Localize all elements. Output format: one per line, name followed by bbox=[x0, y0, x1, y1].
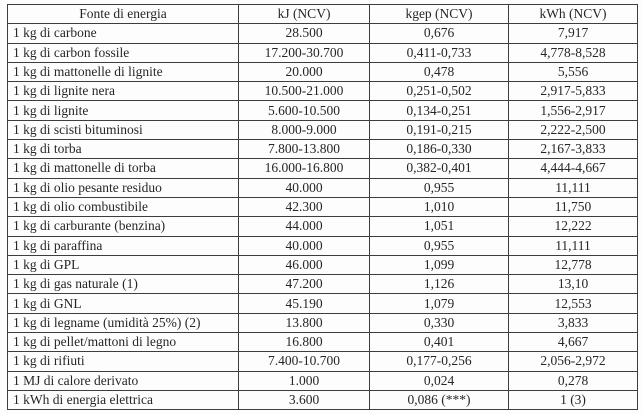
kwh-value-cell: 11,111 bbox=[509, 178, 638, 197]
table-row bbox=[8, 62, 638, 81]
kj-value-cell: 17.200-30.700 bbox=[239, 43, 370, 62]
table-row bbox=[8, 101, 638, 120]
kwh-value-cell: 5,556 bbox=[509, 62, 638, 81]
kj-value-cell: 8.000-9.000 bbox=[239, 120, 370, 139]
kwh-value-cell: 11,111 bbox=[509, 236, 638, 255]
table-header-row bbox=[8, 5, 638, 24]
energy-source-cell: 1 kg di gas naturale (1) bbox=[8, 275, 239, 294]
energy-source-cell: 1 kg di rifiuti bbox=[8, 352, 239, 371]
kgep-value-cell: 0,955 bbox=[370, 236, 509, 255]
kj-value-cell: 45.190 bbox=[239, 294, 370, 313]
kgep-value-cell: 0,024 bbox=[370, 371, 509, 390]
table-row bbox=[8, 178, 638, 197]
kj-value-cell: 5.600-10.500 bbox=[239, 101, 370, 120]
kgep-value-cell: 1,099 bbox=[370, 255, 509, 274]
energy-source-cell: 1 kg di olio combustibile bbox=[8, 197, 239, 216]
kgep-value-cell: 0,411-0,733 bbox=[370, 43, 509, 62]
energy-source-cell: 1 kg di scisti bituminosi bbox=[8, 120, 239, 139]
kwh-value-cell: 4,778-8,528 bbox=[509, 43, 638, 62]
kj-value-cell: 16.800 bbox=[239, 333, 370, 352]
kj-value-cell: 10.500-21.000 bbox=[239, 82, 370, 101]
kwh-value-cell: 0,278 bbox=[509, 371, 638, 390]
table-row bbox=[8, 82, 638, 101]
table-row bbox=[8, 159, 638, 178]
kgep-value-cell: 0,478 bbox=[370, 62, 509, 81]
kwh-value-cell: 11,750 bbox=[509, 197, 638, 216]
energy-source-cell: 1 kg di pellet/mattoni di legno bbox=[8, 333, 239, 352]
kj-value-cell: 44.000 bbox=[239, 217, 370, 236]
kwh-value-cell: 13,10 bbox=[509, 275, 638, 294]
kj-value-cell: 7.400-10.700 bbox=[239, 352, 370, 371]
table-row bbox=[8, 390, 638, 409]
kwh-value-cell: 12,778 bbox=[509, 255, 638, 274]
kj-value-cell: 20.000 bbox=[239, 62, 370, 81]
kj-value-cell: 16.000-16.800 bbox=[239, 159, 370, 178]
kgep-value-cell: 1,010 bbox=[370, 197, 509, 216]
kj-value-cell: 47.200 bbox=[239, 275, 370, 294]
table-row bbox=[8, 313, 638, 332]
kgep-value-cell: 0,186-0,330 bbox=[370, 140, 509, 159]
table-row bbox=[8, 333, 638, 352]
table-row bbox=[8, 24, 638, 43]
header-kwh-ncv: kWh (NCV) bbox=[509, 5, 638, 24]
energy-conversion-table bbox=[7, 4, 638, 410]
energy-source-cell: 1 kg di lignite nera bbox=[8, 82, 239, 101]
table-row bbox=[8, 294, 638, 313]
kj-value-cell: 40.000 bbox=[239, 178, 370, 197]
kj-value-cell: 46.000 bbox=[239, 255, 370, 274]
kwh-value-cell: 2,917-5,833 bbox=[509, 82, 638, 101]
kgep-value-cell: 0,086 (***) bbox=[370, 390, 509, 409]
kj-value-cell: 42.300 bbox=[239, 197, 370, 216]
kwh-value-cell: 2,167-3,833 bbox=[509, 140, 638, 159]
table-row bbox=[8, 352, 638, 371]
kj-value-cell: 28.500 bbox=[239, 24, 370, 43]
table-row bbox=[8, 43, 638, 62]
table-row bbox=[8, 140, 638, 159]
header-kgep-ncv: kgep (NCV) bbox=[370, 5, 509, 24]
kj-value-cell: 7.800-13.800 bbox=[239, 140, 370, 159]
energy-source-cell: 1 kg di paraffina bbox=[8, 236, 239, 255]
kgep-value-cell: 0,134-0,251 bbox=[370, 101, 509, 120]
energy-source-cell: 1 kWh di energia elettrica bbox=[8, 390, 239, 409]
energy-source-cell: 1 kg di olio pesante residuo bbox=[8, 178, 239, 197]
kwh-value-cell: 12,553 bbox=[509, 294, 638, 313]
table-row bbox=[8, 197, 638, 216]
kwh-value-cell: 1 (3) bbox=[509, 390, 638, 409]
header-kj-ncv: kJ (NCV) bbox=[239, 5, 370, 24]
kwh-value-cell: 3,833 bbox=[509, 313, 638, 332]
kwh-value-cell: 4,667 bbox=[509, 333, 638, 352]
energy-source-cell: 1 MJ di calore derivato bbox=[8, 371, 239, 390]
energy-source-cell: 1 kg di carbon fossile bbox=[8, 43, 239, 62]
kj-value-cell: 1.000 bbox=[239, 371, 370, 390]
kgep-value-cell: 0,191-0,215 bbox=[370, 120, 509, 139]
kgep-value-cell: 1,079 bbox=[370, 294, 509, 313]
kj-value-cell: 40.000 bbox=[239, 236, 370, 255]
kwh-value-cell: 1,556-2,917 bbox=[509, 101, 638, 120]
table-row bbox=[8, 120, 638, 139]
table-row bbox=[8, 236, 638, 255]
energy-source-cell: 1 kg di GNL bbox=[8, 294, 239, 313]
kgep-value-cell: 0,676 bbox=[370, 24, 509, 43]
header-fonte-di-energia: Fonte di energia bbox=[8, 5, 239, 24]
kgep-value-cell: 1,126 bbox=[370, 275, 509, 294]
energy-source-cell: 1 kg di torba bbox=[8, 140, 239, 159]
kwh-value-cell: 4,444-4,667 bbox=[509, 159, 638, 178]
energy-source-cell: 1 kg di lignite bbox=[8, 101, 239, 120]
kwh-value-cell: 7,917 bbox=[509, 24, 638, 43]
table-row bbox=[8, 275, 638, 294]
table-row bbox=[8, 217, 638, 236]
kj-value-cell: 13.800 bbox=[239, 313, 370, 332]
energy-source-cell: 1 kg di mattonelle di torba bbox=[8, 159, 239, 178]
energy-source-cell: 1 kg di GPL bbox=[8, 255, 239, 274]
kgep-value-cell: 1,051 bbox=[370, 217, 509, 236]
kgep-value-cell: 0,955 bbox=[370, 178, 509, 197]
kwh-value-cell: 2,222-2,500 bbox=[509, 120, 638, 139]
kgep-value-cell: 0,330 bbox=[370, 313, 509, 332]
kwh-value-cell: 2,056-2,972 bbox=[509, 352, 638, 371]
energy-source-cell: 1 kg di carbone bbox=[8, 24, 239, 43]
energy-source-cell: 1 kg di mattonelle di lignite bbox=[8, 62, 239, 81]
kgep-value-cell: 0,251-0,502 bbox=[370, 82, 509, 101]
table-row bbox=[8, 255, 638, 274]
kgep-value-cell: 0,382-0,401 bbox=[370, 159, 509, 178]
kwh-value-cell: 12,222 bbox=[509, 217, 638, 236]
table-row bbox=[8, 371, 638, 390]
energy-source-cell: 1 kg di legname (umidità 25%) (2) bbox=[8, 313, 239, 332]
kj-value-cell: 3.600 bbox=[239, 390, 370, 409]
kgep-value-cell: 0,177-0,256 bbox=[370, 352, 509, 371]
energy-source-cell: 1 kg di carburante (benzina) bbox=[8, 217, 239, 236]
kgep-value-cell: 0,401 bbox=[370, 333, 509, 352]
